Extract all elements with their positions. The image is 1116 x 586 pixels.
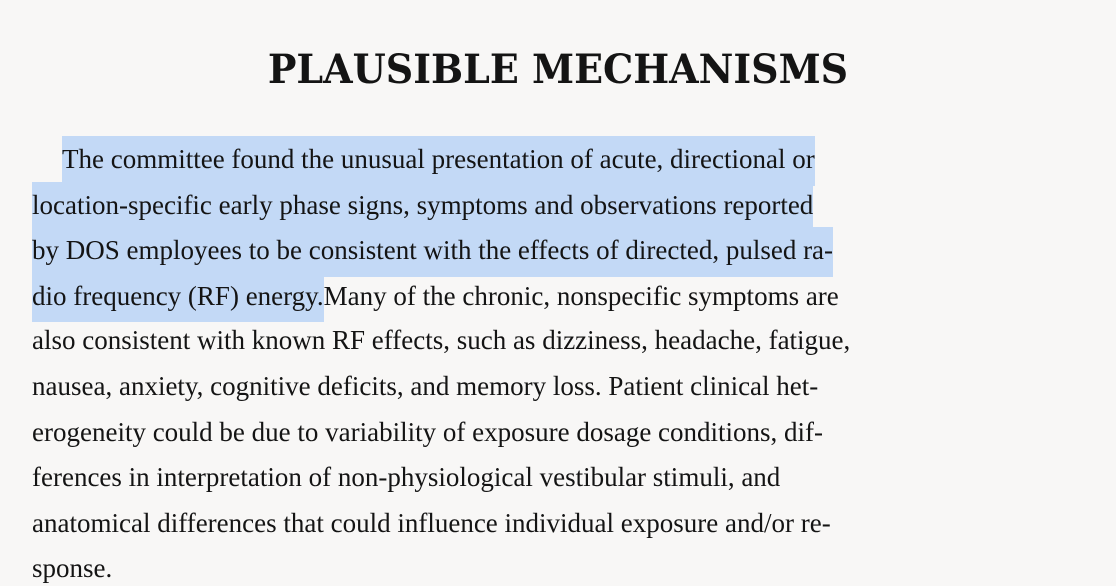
text-line [32,455,1112,501]
text-line [32,227,1112,273]
highlighted-text[interactable]: dio frequency (RF) energy. [32,273,324,323]
section-heading: PLAUSIBLE MECHANISMS [267,46,849,93]
plain-text: Many of the chronic, nonspecific symptoms are [323,280,839,311]
text-line [32,501,1112,547]
plain-text: nausea, anxiety, cognitive deficits, and memory loss. Patient clinical het- [32,370,819,401]
body-paragraph[interactable] [32,136,1112,586]
text-line [32,182,1112,228]
plain-text: anatomical differences that could influence individual exposure and/or re- [32,507,831,538]
text-line [32,136,1112,182]
text-line [32,364,1112,410]
text-line [32,318,1112,364]
plain-text: erogeneity could be due to variability of exposure dosage conditions, dif- [32,416,824,447]
plain-text: ferences in interpretation of non-physiological vestibular stimuli, and [32,462,781,493]
plain-text: also consistent with known RF effects, such as dizziness, headache, fatigue, [32,325,851,356]
text-line [32,546,1112,586]
highlighted-text[interactable]: The committee found the unusual presentation of acute, directional or [62,136,815,186]
text-line [32,273,1112,319]
highlighted-text[interactable]: location-specific early phase signs, symptoms and observations reported [32,182,813,232]
text-line [32,410,1112,456]
highlighted-text[interactable]: by DOS employees to be consistent with the effects of directed, pulsed ra- [32,227,833,277]
plain-text: sponse. [32,553,113,584]
